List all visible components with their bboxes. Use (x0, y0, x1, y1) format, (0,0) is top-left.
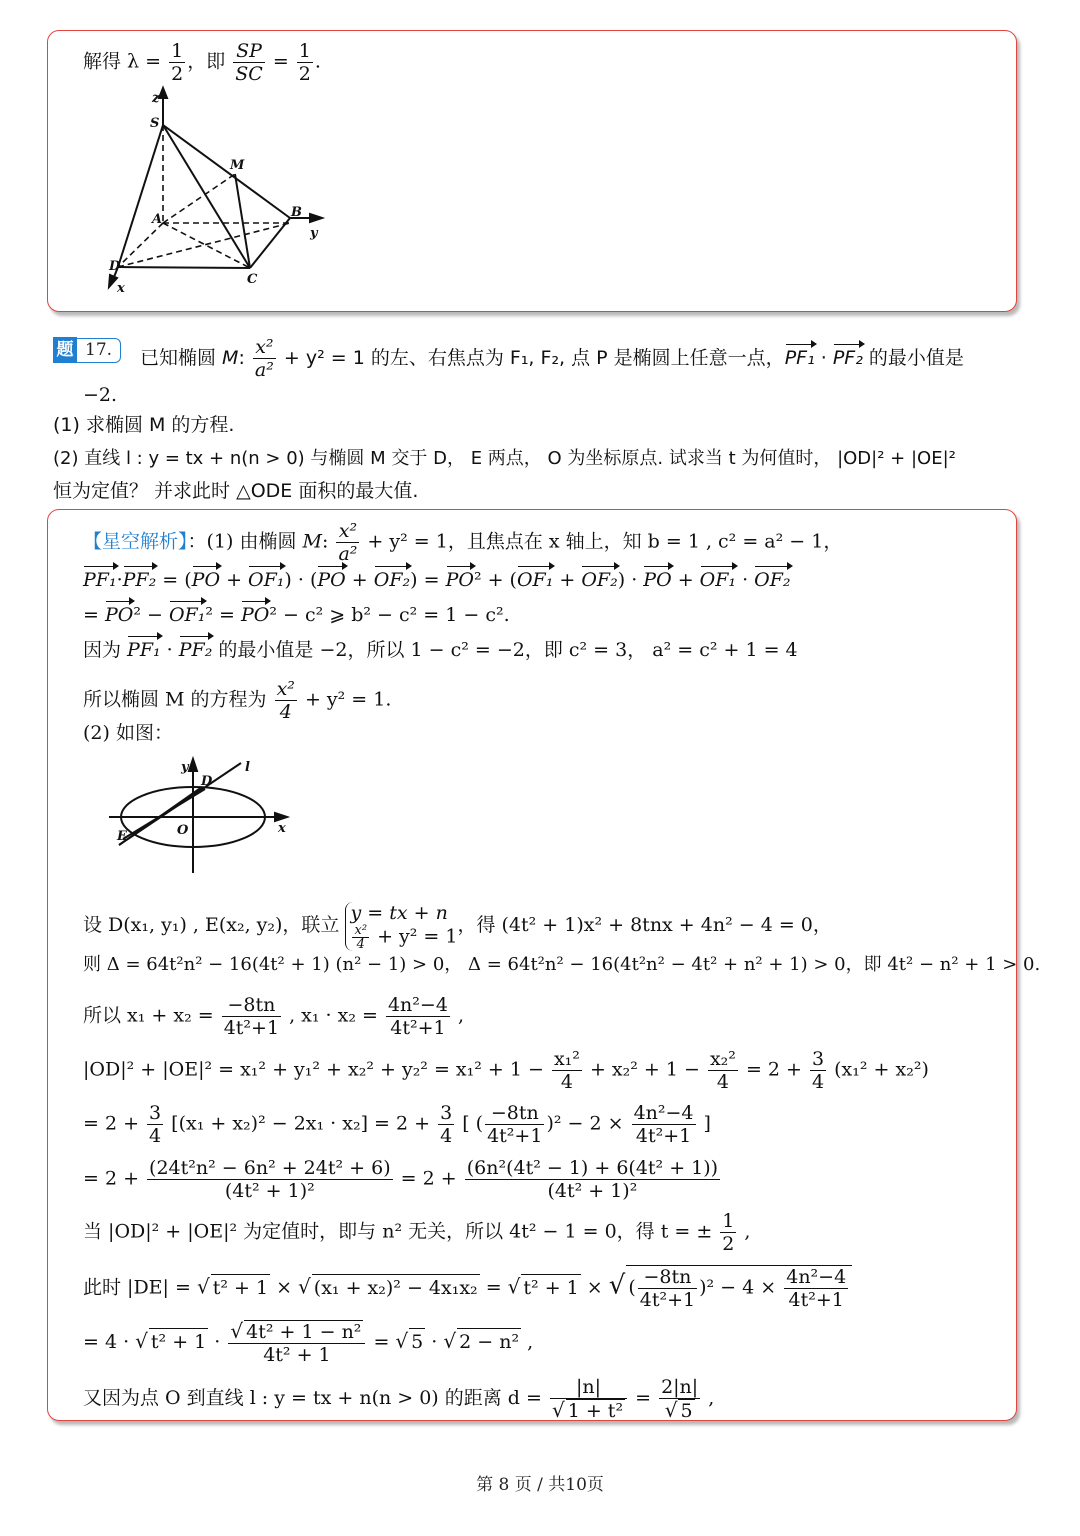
solution-line-1: 【星空解析】：(1) 由椭圆 M: $\frac{\text{x²}}{\text{a²}}$ + y² = 1，且焦点在 x 轴上，知 b = 1 , c² = a² − 1， (83, 520, 843, 565)
svg-text:S: S (150, 116, 160, 131)
solution-line-13: 当 |OD|² + |OE|² 为定值时，即与 n² 无关，所以 4t² − 1 = 0，得 t = ± $\frac{1}{2}$ , (83, 1210, 751, 1255)
svg-text:l: l (245, 760, 250, 775)
problem-number: 17. (77, 338, 121, 363)
pyramid-figure (100, 85, 340, 300)
solution-line-14: 此时 |DE| = √ t² + 1 × √ (x₁ + x₂)² − 4x₁x₂ = √ t² + 1 × √ ( $\frac{-8tn}{\text{4t²+1}}$ )² − 4 × $\frac{\text{4n²−4}}{\text{4t²+1}}$ (83, 1265, 852, 1311)
problem-number-badge (53, 337, 121, 363)
svg-text:D: D (109, 259, 121, 274)
solution-line-11: = 2 + $\frac{3}{4}$ [(x₁ + x₂)² − 2x₁ · x₂] = 2 + $\frac{3}{4}$ [ ( $\frac{-8tn}{\text{4t²+1}}$ )² − 2 × $\frac{\text{4n²−4}}{\text{4t²+1}}$ ] (83, 1102, 711, 1147)
solution-line-7: 设 D(x₁, y₁) , E(x₂, y₂)，联立 y = tx + n $\frac{\text{x²}}{4}$ + y² = 1 ，得 (4t² + 1)x² + 8tnx + 4n² − 4 = 0， (83, 901, 832, 952)
question-2: (2) 直线 l : y = tx + n(n > 0) 与椭圆 M 交于 D， E 两点， O 为坐标原点. 试求当 t 为何值时， |OD|² + |OE|² (53, 448, 956, 469)
question-1: (1) 求椭圆 M 的方程. (53, 414, 235, 436)
svg-text:M: M (230, 158, 245, 173)
solution-line-16: 又因为点 O 到直线 l : y = tx + n(n > 0) 的距离 d = $\frac{|n|}{\text{√ 1 + t²}}$ = $\frac{2|n|}{√ 5}$ , (83, 1376, 715, 1422)
problem-stem-cont: −2. (83, 384, 118, 406)
solution-line-10: |OD|² + |OE|² = x₁² + y₁² + x₂² + y₂² = x₁² + 1 − $\frac{\text{x₁²}}{4}$ + x₂² + 1 − $\frac{\text{x₂²}}{4}$ = 2 + $\frac{3}{4}$ (x₁² + x₂²) (83, 1048, 929, 1093)
solution-line-4: 因为 PF₁ · PF₂ 的最小值是 −2，所以 1 − c² = −2，即 c² = 3， a² = c² + 1 = 4 (83, 639, 798, 661)
ellipse-figure (105, 755, 305, 875)
lambda-result-line: 解得 λ = $\frac{1}{2}$ ，即 $\frac{SP}{SC}$ = $\frac{1}{2}$ . (83, 40, 321, 85)
svg-text:B: B (291, 205, 302, 220)
problem-label: 题 (53, 337, 77, 363)
solution-line-12: = 2 + $\frac{\text{(24t²n² − 6n² + 24t² + 6)}}{\text{(4t² + 1)²}}$ = 2 + $\frac{\text{(6n²(4t² − 1) + 6(4t² + 1))}}{\text{(4t² + 1)²}}$ (83, 1157, 719, 1202)
page-footer: 第 8 页 / 共10页 (476, 1475, 604, 1495)
solution-line-2: PF₁·PF₂ = (PO + OF₁) · (PO + OF₂) = PO² + (OF₁ + OF₂) · PO + OF₁ · OF₂ (83, 569, 791, 591)
question-2-cont: 恒为定值？ 并求此时 △ODE 面积的最大值. (53, 480, 419, 502)
solution-line-3: = PO² − OF₁² = PO² − c² ⩾ b² − c² = 1 − c². (83, 604, 510, 626)
problem-stem: 已知椭圆 M: $\frac{\text{x²}}{\text{a²}}$ + y² = 1 的左、右焦点为 F₁, F₂, 点 P 是椭圆上任意一点，PF₁ · PF₂ 的最小值是 (140, 336, 964, 381)
solution-label: 【星空解析】 (83, 530, 188, 553)
svg-text:O: O (177, 823, 189, 838)
solution-line-9: 所以 x₁ + x₂ = $\frac{-8tn}{\text{4t²+1}}$ , x₁ · x₂ = $\frac{\text{4n²−4}}{\text{4t²+1}}$ , (83, 994, 465, 1039)
svg-text:D: D (201, 774, 213, 789)
solution-line-8: 则 Δ = 64t²n² − 16(4t² + 1) (n² − 1) > 0， Δ = 64t²n² − 16(4t²n² − 4t² + n² + 1) > 0，即 4t² − n² + 1 > 0. (83, 954, 1041, 975)
svg-text:z: z (152, 91, 160, 106)
svg-text:x: x (117, 281, 125, 296)
svg-text:x: x (278, 821, 286, 836)
solution-line-6: (2) 如图： (83, 722, 173, 744)
svg-text:E: E (117, 829, 127, 844)
svg-text:y: y (310, 226, 318, 241)
svg-text:y: y (181, 760, 189, 775)
solution-line-5: 所以椭圆 M 的方程为 $\frac{\text{x²}}{4}$ + y² = 1. (83, 678, 392, 723)
solution-line-15: = 4 · √ t² + 1 · $\frac{\text{√ 4t² + 1 − n²}}{\text{4t² + 1}}$ = √ 5 · √ 2 − n² , (83, 1319, 534, 1366)
svg-text:A: A (152, 212, 163, 227)
svg-text:C: C (247, 272, 258, 287)
